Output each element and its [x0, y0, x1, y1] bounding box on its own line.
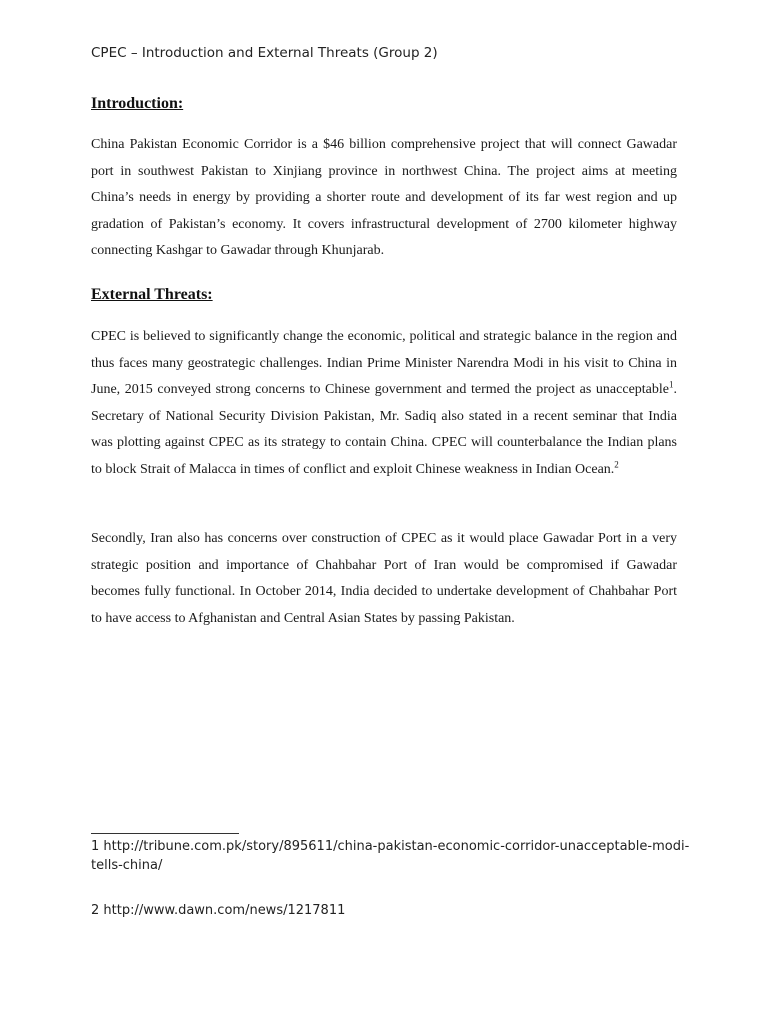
external-threats-paragraph-2: Secondly, Iran also has concerns over construction of CPEC as it would place Gawadar Port in a very strategic position and importance of Chahbahar Port of Iran would be compromised if Gawadar becomes fully functional. In October 2014, India decided to undertake development of Chahbahar Port to have access to Afghanistan and Central Asian States by passing Pakistan. — [91, 531, 677, 626]
paragraph-text: CPEC is believed to significantly change the economic, political and strategic balance in the region and thus faces many geostrategic challenges. Indian Prime Minister Narendra Modi in his visit to China in June, 2015 conveyed strong concerns to Chinese government and termed the project as unacceptable — [91, 329, 677, 397]
page-header: CPEC – Introduction and External Threats (Group 2) — [91, 45, 438, 61]
footnote-number: 1 — [91, 839, 100, 854]
footnote-separator — [91, 833, 239, 834]
footnote-link[interactable]: http://tribune.com.pk/story/895611/china-pakistan-economic-corridor-unacceptable-modi-tells-china/ — [91, 839, 690, 873]
footnote-reference-2[interactable]: 2 — [614, 458, 619, 469]
footnote-1 — [91, 837, 691, 875]
footnote-2 — [91, 901, 691, 920]
external-threats-paragraph-1 — [91, 324, 677, 483]
paragraph-text: . Secretary of National Security Division Pakistan, Mr. Sadiq also stated in a recent seminar that India was plotting against CPEC as its strategy to contain China. CPEC will counterbalance the Indian plans to block Strait of Malacca in times of conflict and exploit Chinese weakness in Indian Ocean. — [91, 382, 677, 477]
external-threats-heading: External Threats: — [91, 286, 213, 303]
introduction-paragraph: China Pakistan Economic Corridor is a $46 billion comprehensive project that will connect Gawadar port in southwest Pakistan to Xinjiang province in northwest China. The project aims at meeting China’s needs in energy by providing a shorter route and development of its far west region and up gradation of Pakistan’s economy. It covers infrastructural development of 2700 kilometer highway connecting Kashgar to Gawadar through Khunjarab. — [91, 137, 677, 258]
footnote-reference-1[interactable]: 1 — [669, 379, 674, 390]
introduction-heading: Introduction: — [91, 95, 184, 112]
footnote-link[interactable]: http://www.dawn.com/news/1217811 — [103, 903, 346, 918]
footnote-number: 2 — [91, 903, 100, 918]
